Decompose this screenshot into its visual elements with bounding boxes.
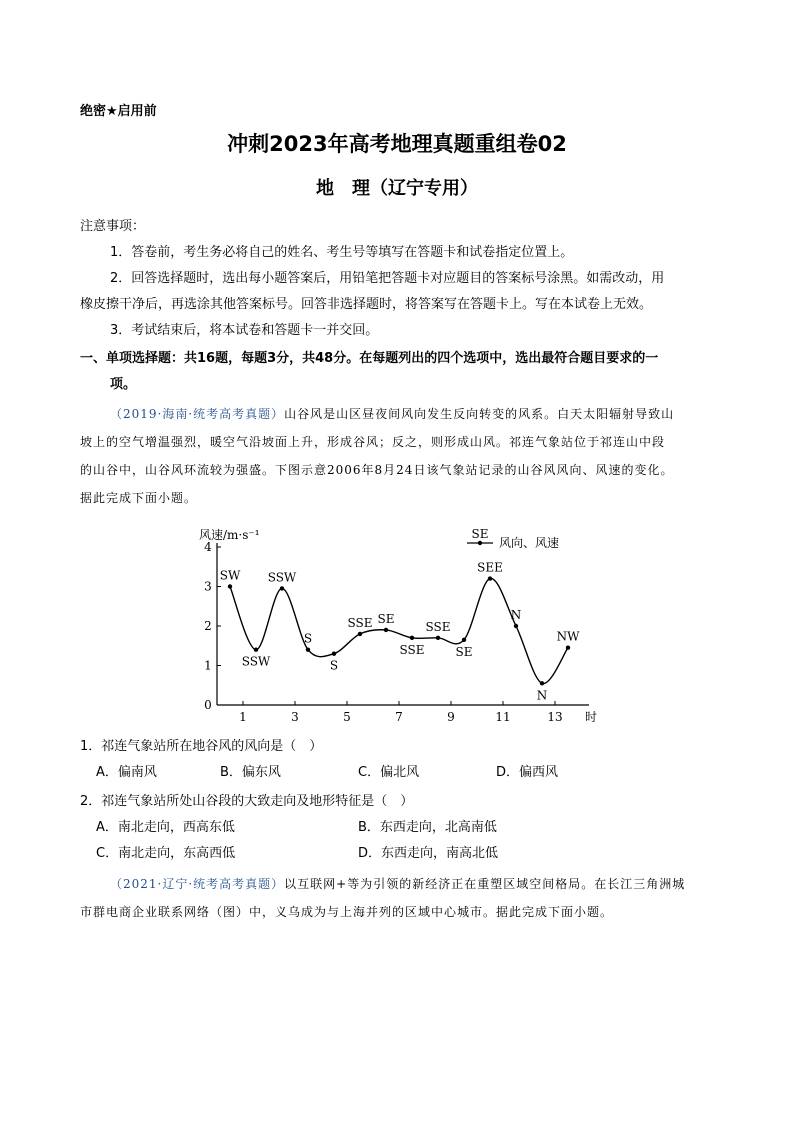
data-point [514, 624, 518, 628]
x-tick-label: 9 [447, 710, 455, 724]
question-2-option-d[interactable]: D．东西走向，南高北低 [358, 846, 499, 861]
question-2-option-c[interactable]: C．南北走向，东高西低 [96, 846, 236, 861]
data-point [254, 648, 258, 652]
question-1-option-c[interactable]: C．偏北风 [358, 765, 420, 780]
data-point [410, 636, 414, 640]
direction-label: SE [377, 611, 395, 626]
y-tick-label: 1 [204, 658, 212, 673]
direction-label: N [510, 608, 522, 622]
passage-1-source: （2019·海南·统考高考真题） [110, 407, 285, 421]
legend-text: 风向、风速 [499, 536, 560, 550]
question-1-option-a[interactable]: A．偏南风 [96, 765, 157, 780]
direction-label: SEE [477, 560, 503, 575]
x-axis-label: 时 [585, 710, 598, 724]
data-point [358, 632, 362, 636]
confidential-mark: 绝密★启用前 [80, 104, 157, 119]
question-2-option-a[interactable]: A．南北走向，西高东低 [96, 820, 235, 835]
y-axis-label: 风速/m·s⁻¹ [199, 528, 260, 542]
y-tick-label: 4 [204, 540, 212, 554]
y-tick-label: 3 [204, 579, 212, 594]
data-point [384, 628, 388, 632]
x-tick-label: 7 [395, 710, 403, 724]
notes-item: 1．答卷前，考生务必将自己的姓名、考生号等填写在答题卡和试卷指定位置上。 [110, 245, 574, 260]
data-point [306, 648, 310, 652]
direction-label: N [536, 688, 548, 703]
legend-point [478, 541, 482, 545]
question-2-option-b[interactable]: B．东西走向，北高南低 [358, 820, 497, 835]
direction-label: SW [219, 568, 241, 583]
passage-1-text: 山谷风是山区昼夜间风向发生反向转变的风系。白天太阳辐射导致山 [284, 407, 675, 421]
y-tick-label: 2 [204, 619, 212, 633]
passage-2-source: （2021·辽宁·统考高考真题） [110, 877, 285, 891]
x-tick-label: 13 [547, 710, 563, 724]
x-tick-label: 3 [291, 710, 299, 724]
section-heading: 一、单项选择题：共16题，每题3分，共48分。在每题列出的四个选项中，选出最符合题目要求的一 [80, 351, 659, 366]
question-1-option-d[interactable]: D．偏西风 [496, 765, 559, 780]
direction-label: SSE [399, 642, 425, 657]
chart-legend [467, 527, 559, 550]
section-heading-cont: 项。 [110, 377, 137, 392]
data-point [540, 681, 544, 685]
direction-label: NW [556, 629, 580, 644]
question-1-option-b[interactable]: B．偏东风 [220, 765, 281, 780]
data-point [228, 584, 232, 588]
direction-label: SSW [267, 570, 297, 585]
question-1-stem: 1．祁连气象站所在地谷风的风向是（ ） [80, 739, 323, 754]
wind-speed-line [230, 578, 568, 683]
x-tick-label: 11 [495, 710, 511, 724]
y-tick-label: 0 [204, 698, 212, 712]
x-tick-label: 5 [343, 710, 351, 724]
notes-item: 3．考试结束后，将本试卷和答题卡一并交回。 [110, 323, 379, 338]
direction-label: SSE [347, 615, 373, 630]
passage-1-line [110, 400, 730, 428]
direction-label: SE [455, 644, 473, 659]
wind-speed-chart [195, 515, 615, 725]
data-point [332, 651, 336, 655]
passage-2-text: 以互联网+等为引领的新经济正在重塑区域空间格局。在长江三角洲城 [284, 877, 686, 891]
question-2-stem: 2．祁连气象站所处山谷段的大致走向及地形特征是（ ） [80, 794, 414, 809]
legend-sample-label: SE [471, 527, 489, 541]
passage-1-line: 的山谷中，山谷风环流较为强盛。下图示意2006年8月24日该气象站记录的山谷风风向、风速的变化。 [80, 463, 674, 477]
data-point [436, 636, 440, 640]
passage-2-line: 市群电商企业联系网络（图）中，义乌成为与上海并列的区域中心城市。据此完成下面小题。 [80, 905, 614, 919]
notes-heading: 注意事项： [80, 219, 146, 234]
x-tick-label: 1 [239, 710, 247, 724]
data-point [566, 646, 570, 650]
passage-1-line: 坡上的空气增温强烈，暖空气沿坡面上升，形成谷风；反之，则形成山风。祁连气象站位于祁连山中段 [80, 435, 666, 449]
data-point [462, 638, 466, 642]
exam-subtitle: 地 理（辽宁专用） [316, 178, 478, 199]
data-point [488, 576, 492, 580]
passage-2-line [110, 870, 685, 898]
direction-label: SSW [241, 654, 271, 669]
chart-series [220, 561, 580, 703]
direction-label: SSE [425, 619, 451, 634]
notes-item: 2．回答选择题时，选出每小题答案后，用铅笔把答题卡对应题目的答案标号涂黑。如需改动，用 [110, 271, 665, 286]
direction-label: S [303, 631, 313, 646]
exam-title: 冲刺2023年高考地理真题重组卷02 [227, 132, 567, 156]
notes-item: 橡皮擦干净后，再选涂其他答案标号。回答非选择题时，将答案写在答题卡上。写在本试卷上无效。 [80, 297, 653, 312]
data-point [280, 586, 284, 590]
direction-label: S [329, 658, 339, 673]
passage-1-line: 据此完成下面小题。 [80, 491, 198, 505]
